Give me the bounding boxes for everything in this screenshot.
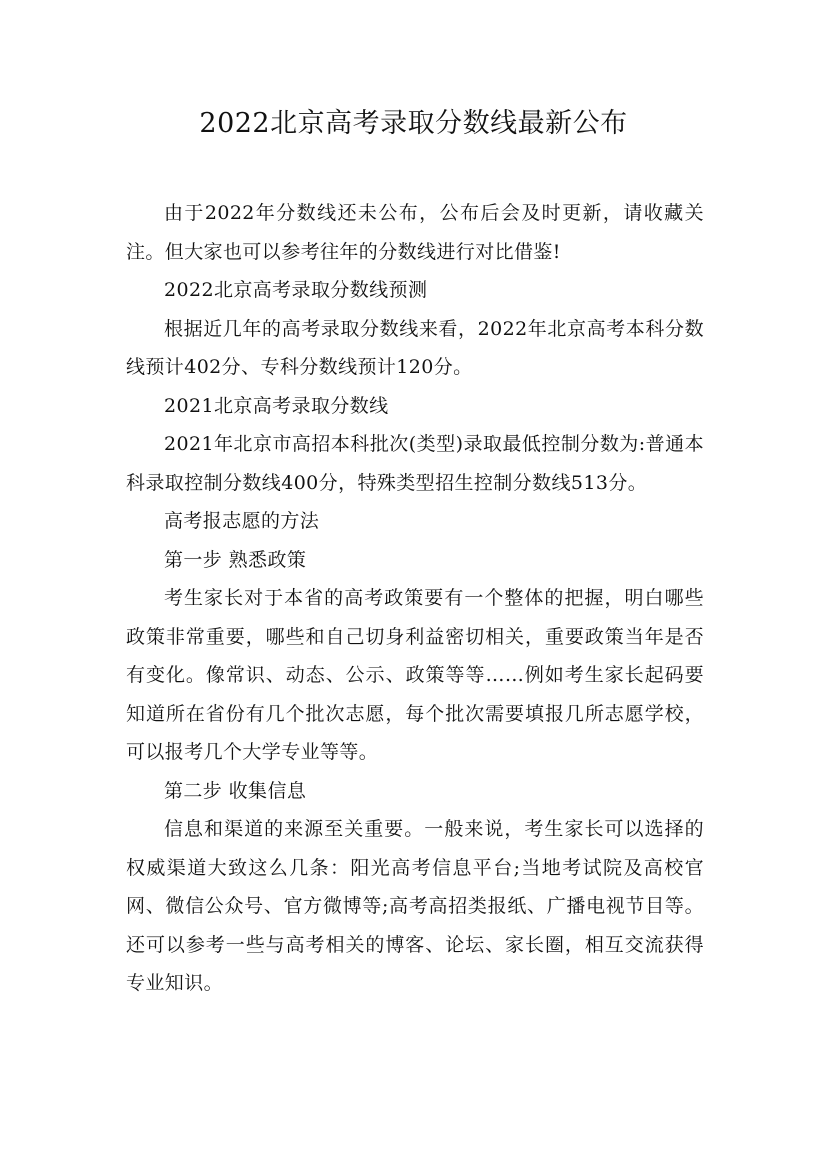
paragraph-2021-scores: 2021年北京市高招本科批次(类型)录取最低控制分数为:普通本科录取控制分数线400分，特殊类型招生控制分数线513分。 xyxy=(126,433,704,494)
paragraph-step-two: 信息和渠道的来源至关重要。一般来说，考生家长可以选择的权威渠道大致这么几条：阳光高考信息平台;当地考试院及高校官网、微信公众号、官方微博等;高考高招类报纸、广播电视节目等。还可以参考一些与高考相关的博客、论坛、家长圈，相互交流获得专业知识。 xyxy=(126,818,704,994)
heading-application-method: 高考报志愿的方法 xyxy=(164,510,320,532)
document-body xyxy=(126,194,704,1003)
paragraph-2022-prediction: 根据近几年的高考录取分数线来看，2022年北京高考本科分数线预计402分、专科分数线预计120分。 xyxy=(126,317,704,378)
paragraph-step-one: 考生家长对于本省的高考政策要有一个整体的把握，明白哪些政策非常重要，哪些和自己切身利益密切相关，重要政策当年是否有变化。像常识、动态、公示、政策等等……例如考生家长起码要知道所在省份有几个批次志愿，每个批次需要填报几所志愿学校，可以报考几个大学专业等等。 xyxy=(126,587,704,763)
heading-step-two: 第二步 收集信息 xyxy=(164,779,307,802)
heading-step-one: 第一步 熟悉政策 xyxy=(164,548,307,571)
heading-2022-prediction: 2022北京高考录取分数线预测 xyxy=(164,279,428,301)
document-title: 2022北京高考录取分数线最新公布 xyxy=(199,108,628,139)
heading-2021-scores: 2021北京高考录取分数线 xyxy=(164,394,389,417)
paragraph-intro: 由于2022年分数线还未公布，公布后会及时更新，请收藏关注。但大家也可以参考往年的分数线进行对比借鉴! xyxy=(126,202,704,263)
